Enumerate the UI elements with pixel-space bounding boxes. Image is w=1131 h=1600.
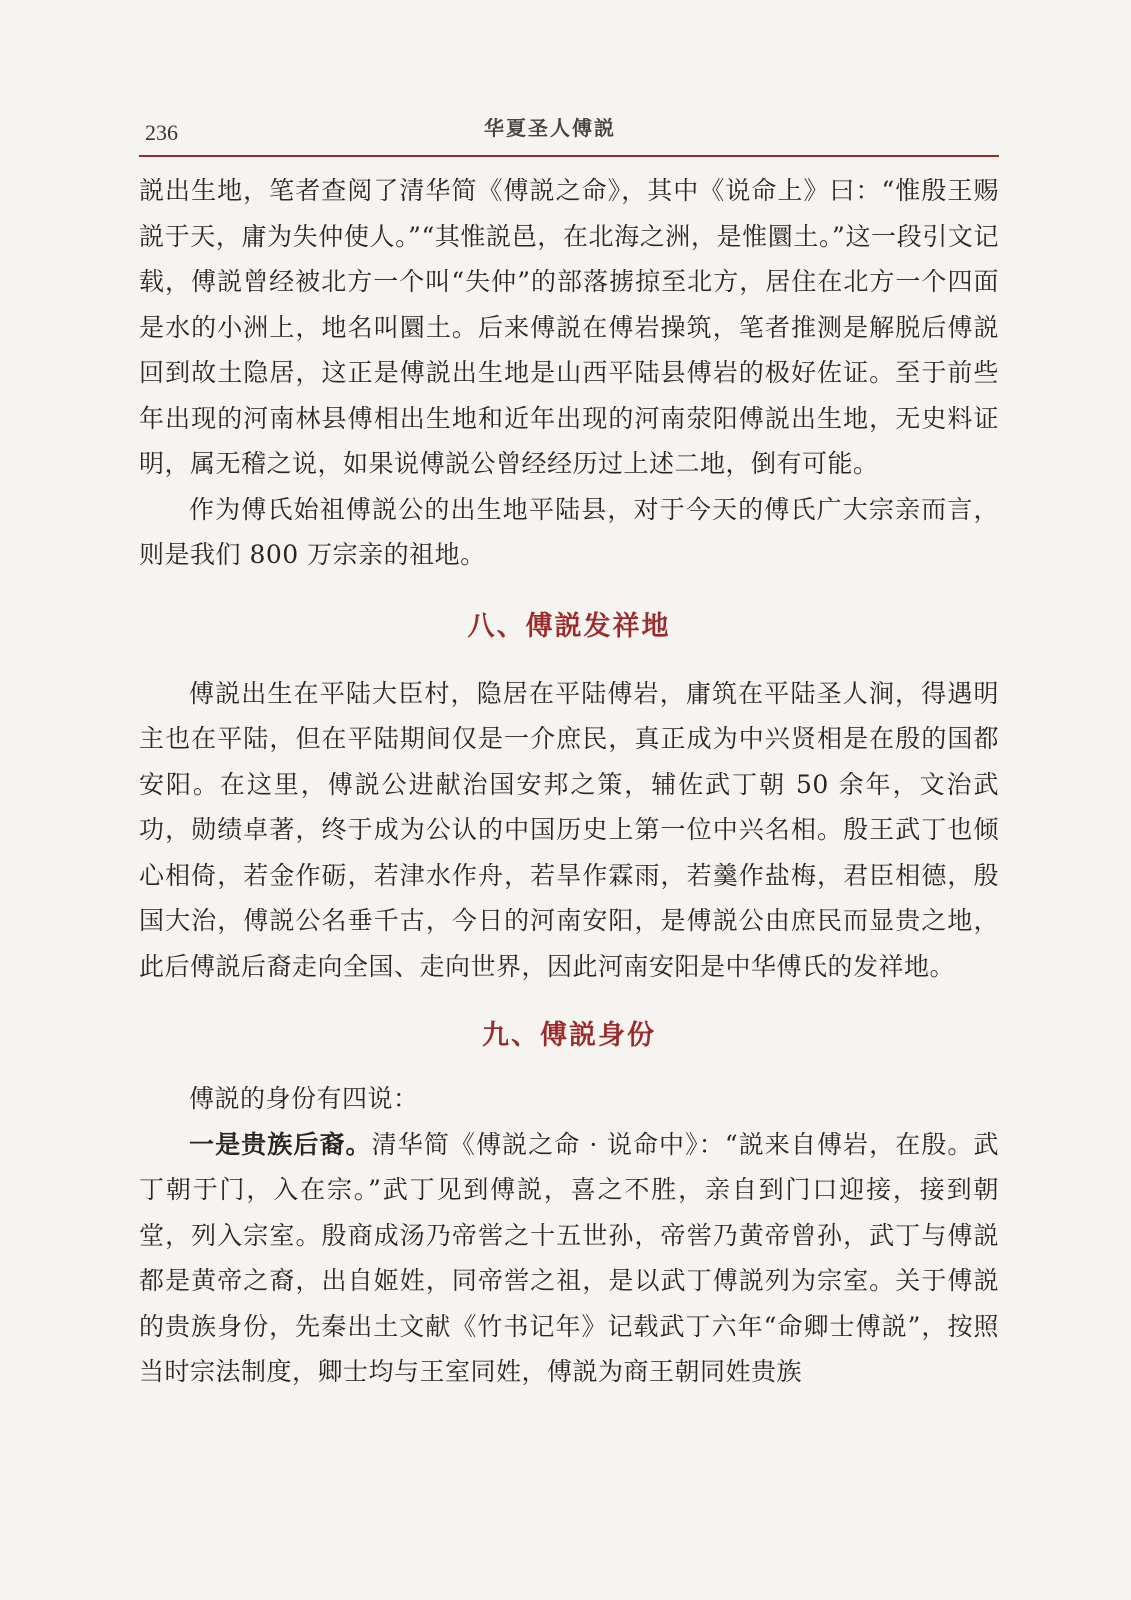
paragraph-identity-intro: 傅説的身份有四说： (189, 1084, 419, 1113)
paragraph-origin: 傅説出生在平陆大臣村，隐居在平陆傅岩，庸筑在平陆圣人涧，得遇明主也在平陆，但在平陆期间仅是一介庶民，真正成为中兴贤相是在殷的国都安阳。在这里，傅説公进献治国安邦之策，辅佐武丁朝 50 余年，文治武功，勋绩卓著，终于成为公认的中国历史上第一位中兴名相。殷王武丁也倾心相倚，若金作砺，若津水作舟，若旱作霖雨，若羹作盐梅，君臣相德，殷国大治，傅説公名垂千古，今日的河南安阳，是傅説公由庶民而显贵之地，此后傅説后裔走向全国、走向世界，因此河南安阳是中华傅氏的发祥地。 (139, 678, 999, 981)
header-rule (139, 155, 999, 157)
page-number: 236 (145, 120, 178, 145)
page-header (139, 108, 999, 158)
paragraph-identity-point1 (139, 1122, 999, 1395)
section-heading-identity: 九、傅説身份 (482, 1020, 656, 1051)
point1-lead: 一是贵族后裔。 (189, 1129, 372, 1159)
page-body (139, 168, 999, 1395)
section-heading-origin: 八、傅説发祥地 (467, 610, 671, 642)
paragraph-birthplace-continued: 説出生地，笔者查阅了清华简《傅説之命》，其中《说命上》曰：“惟殷王赐説于天，庸为失仲使人。”“其惟説邑，在北海之洲，是惟圜土。”这一段引文记载，傅説曾经被北方一个叫“失仲”的部落掳掠至北方，居住在北方一个四面是水的小洲上，地名叫圜土。后来傅説在傅岩操筑，笔者推测是解脱后傅説回到故土隐居，这正是傅説出生地是山西平陆县傅岩的极好佐证。至于前些年出现的河南林县傅相出生地和近年出现的河南荥阳傅説出生地，无史料证明，属无稽之说，如果说傅説公曾经经历过上述二地，倒有可能。 (139, 176, 999, 478)
point1-text: 清华简《傅説之命 · 说命中》：“説来自傅岩，在殷。武丁朝于门，入在宗。”武丁见到傅説，喜之不胜，亲自到门口迎接，接到朝堂，列入宗室。殷商成汤乃帝喾之十五世孙，帝喾乃黄帝曾孙，武丁与傅説都是黄帝之裔，出自姬姓，同帝喾之祖，是以武丁傅説列为宗室。关于傅説的贵族身份，先秦出土文献《竹书记年》记载武丁六年“命卿士傅説”，按照当时宗法制度，卿士均与王室同姓，傅説为商王朝同姓贵族 (139, 1129, 999, 1386)
book-title: 华夏圣人傅説 (484, 116, 616, 140)
paragraph-ancestral-land: 作为傅氏始祖傅説公的出生地平陆县，对于今天的傅氏广大宗亲而言，则是我们 800 万宗亲的祖地。 (139, 494, 999, 569)
